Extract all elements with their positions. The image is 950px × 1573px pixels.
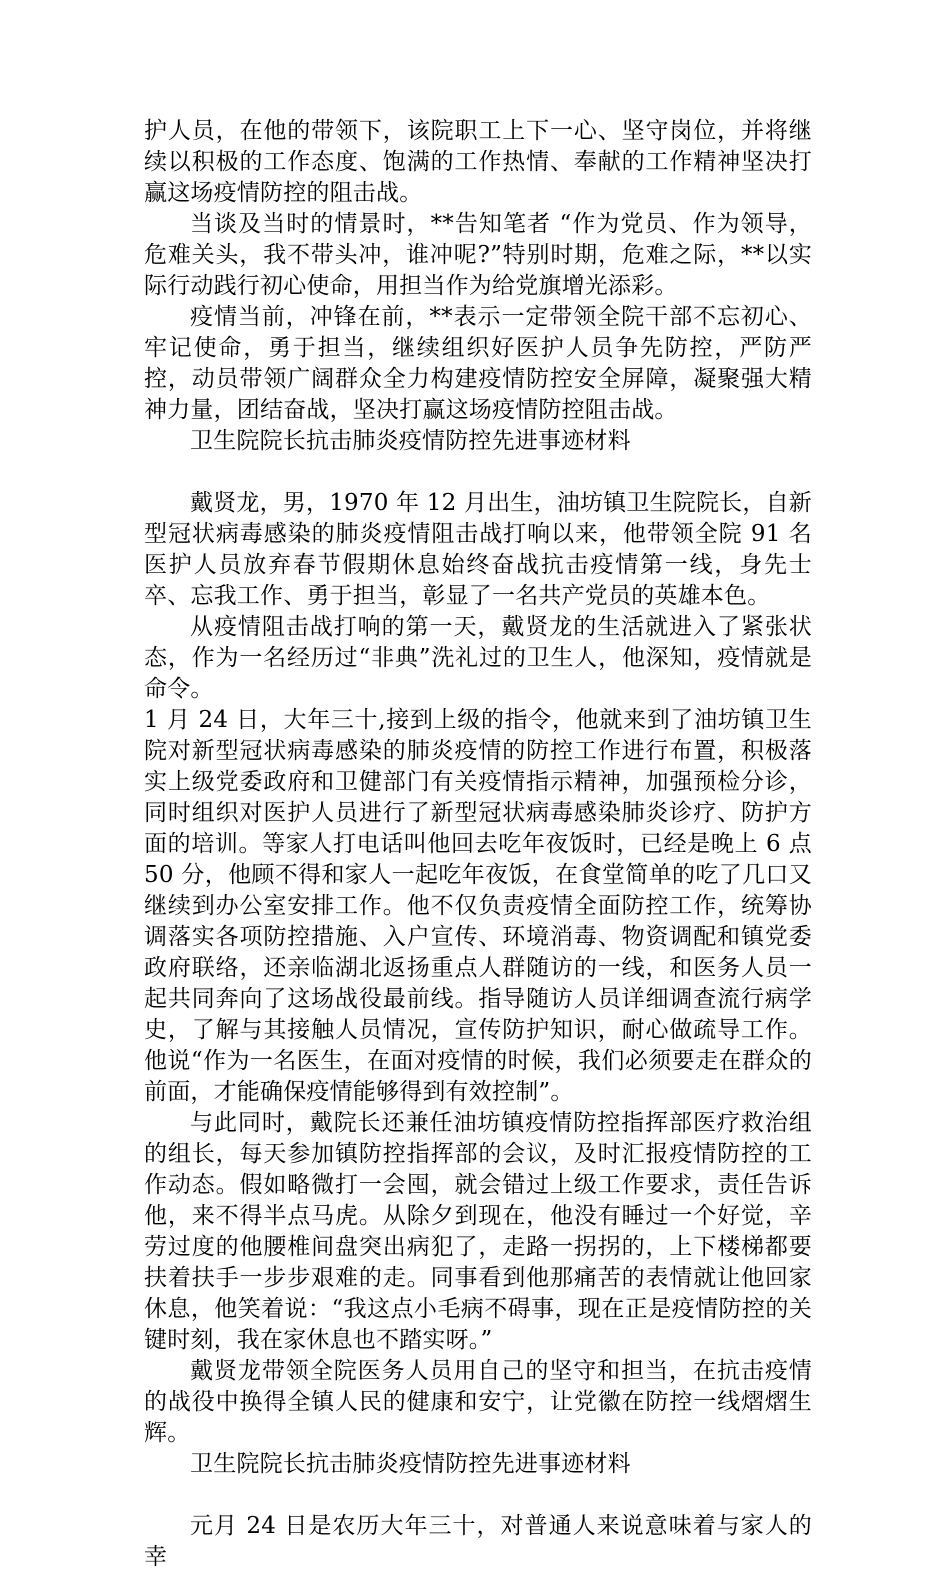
paragraph: 从疫情阻击战打响的第一天，戴贤龙的生活就进入了紧张状态，作为一名经历过“非典”洗礼过的卫生人，他深知，疫情就是命令。 <box>144 614 812 702</box>
blank-line <box>144 1480 812 1511</box>
paragraph: 元月 24 日是农历大年三十，对普通人来说意味着与家人的幸 <box>144 1513 812 1570</box>
section-heading: 卫生院院长抗击肺炎疫情防控先进事迹材料 <box>190 1451 631 1477</box>
paragraph: 当谈及当时的情景时，**告知笔者 “作为党员、作为领导，危难关头，我不带头冲，谁冲呢?”特别时期，危难之际，**以实际行动践行初心使命，用担当作为给党旗增光添彩。 <box>144 211 812 299</box>
paragraph: 与此同时，戴院长还兼任油坊镇疫情防控指挥部医疗救治组的组长，每天参加镇防控指挥部的会议，及时汇报疫情防控的工作动态。假如略微打一会囤，就会错过上级工作要求，责任告诉他，来不得半点马虎。从除夕到现在，他没有睡过一个好觉，辛劳过度的他腰椎间盘突出病犯了，走路一拐拐的，上下楼梯都要扶着扶手一步步艰难的走。同事看到他那痛苦的表情就让他回家休息，他笑着说：“我这点小毛病不碍事，现在正是疫情防控的关键时刻，我在家休息也不踏实呀。” <box>144 1110 812 1353</box>
blank-line <box>144 457 812 488</box>
paragraph-continued: 护人员，在他的带领下，该院职工上下一心、坚守岗位，并将继续以积极的工作态度、饱满的工作热情、奉献的工作精神坚决打赢这场疫情防控的阻击战。 <box>144 118 812 206</box>
paragraph-continued: 1 月 24 日，大年三十,接到上级的指令，他就来到了油坊镇卫生院对新型冠状病毒感染的肺炎疫情的防控工作进行布置，积极落实上级党委政府和卫健部门有关疫情指示精神，加强预检分诊，同时组织对医护人员进行了新型冠状病毒感染肺炎诊疗、防护方面的培训。等家人打电话叫他回去吃年夜饭时，已经是晚上 6 点 50 分，他顾不得和家人一起吃年夜饭，在食堂简单的吃了几口又继续到办公室安排工作。他不仅负责疫情全面防控工作，统筹协调落实各项防控措施、入户宣传、环境消毒、物资调配和镇党委政府联络，还亲临湖北返扬重点人群随访的一线，和医务人员一起共同奔向了这场战役最前线。指导随访人员详细调查流行病学史，了解与其接触人员情况，宣传防护知识，耐心做疏导工作。他说“作为一名医生，在面对疫情的时候，我们必须要走在群众的前面，才能确保疫情能够得到有效控制”。 <box>144 707 812 1105</box>
paragraph: 戴贤龙，男，1970 年 12 月出生，油坊镇卫生院院长，自新型冠状病毒感染的肺炎疫情阻击战打响以来，他带领全院 91 名医护人员放弃春节假期休息始终奋战抗击疫情第一线，身先士卒、忘我工作、勇于担当，彰显了一名共产党员的英雄本色。 <box>144 490 812 609</box>
section-heading: 卫生院院长抗击肺炎疫情防控先进事迹材料 <box>190 428 631 454</box>
paragraph: 疫情当前，冲锋在前，**表示一定带领全院干部不忘初心、牢记使命，勇于担当，继续组织好医护人员争先防控，严防严控，动员带领广阔群众全力构建疫情防控安全屏障，凝聚强大精神力量，团结奋战，坚决打赢这场疫情防控阻击战。 <box>144 304 812 423</box>
document-body <box>144 116 812 1573</box>
paragraph: 戴贤龙带领全院医务人员用自己的坚守和担当，在抗击疫情的战役中换得全镇人民的健康和安宁，让党徽在防控一线熠熠生辉。 <box>144 1358 812 1446</box>
